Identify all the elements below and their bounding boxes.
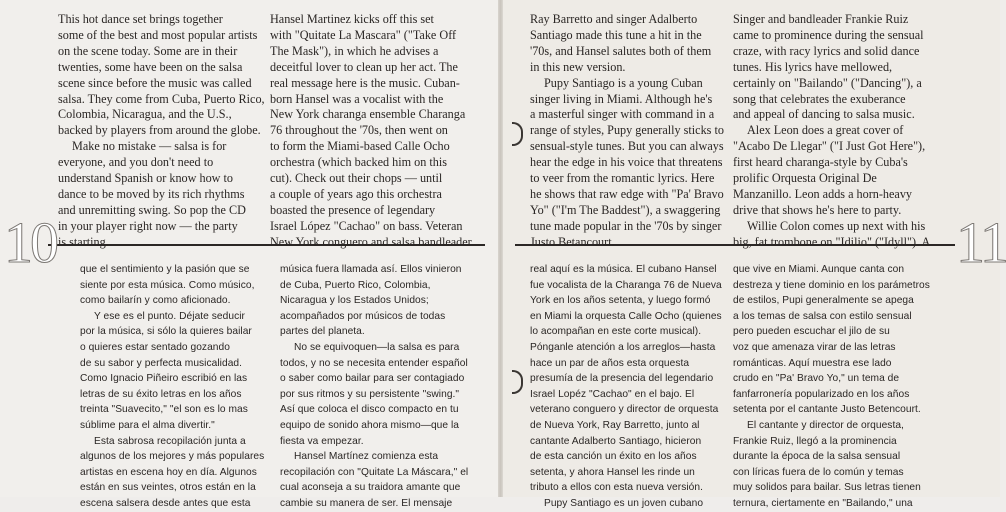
text-line: on the scene today. Some are in their (58, 43, 238, 58)
text-line: Willie Colon comes up next with his (747, 218, 926, 233)
text-line: born Hansel was a vocalist with the (270, 91, 444, 106)
english-column-4 (733, 12, 930, 251)
text-line: '70s, and Hansel salutes both of them (530, 43, 712, 58)
text-line: Colombia, Nicaragua, and the U.S., (58, 107, 232, 122)
english-column-2 (270, 12, 472, 251)
booklet-spine (498, 0, 503, 497)
text-line: de su sabor y perfecta musicalidad. (80, 357, 243, 369)
text-line: deceitful lover to clean up her act. The (270, 59, 458, 74)
text-line: Pupy Santiago is a young Cuban (544, 75, 703, 90)
text-line: scene since before the music was called (58, 75, 252, 90)
text-line: en Miami la orquesta Calle Ocho (quienes (530, 310, 722, 322)
text-line: Pónganle atención a los arreglos—hasta (530, 341, 716, 353)
text-line: salsa. They come from Cuba, Puerto Rico, (58, 91, 265, 106)
text-line: de estilos, Pupi generalmente se apega (733, 295, 914, 307)
text-line: The Mask"), in which he advises a (270, 43, 439, 58)
text-line: presumía de la presencia del legendario (530, 373, 714, 385)
text-line: to veer from the romantic lyrics. Here (530, 171, 715, 186)
text-line: El cantante y director de orquesta, (747, 419, 904, 431)
text-line: with "Quitate La Mascara" ("Take Off (270, 27, 457, 42)
text-line: que vive en Miami. Aunque canta con (733, 264, 905, 275)
text-line: Así que coloca el disco compacto en tu (280, 404, 459, 416)
text-line: understand Spanish or know how to (58, 171, 234, 186)
text-line: tune made popular in the '70s by singer (530, 218, 722, 233)
text-line: a los temas de salsa con estilo sensual (733, 310, 912, 322)
text-line: Y ese es el punto. Déjate seducir (94, 310, 245, 322)
text-line: románticas. Aquí muestra ese lado (733, 357, 892, 369)
text-line: recopilación con "Quitate La Máscara," el (280, 466, 469, 478)
text-line: real aquí es la música. El cubano Hansel (530, 264, 717, 275)
text-line: treinta "Suavecito," "el son es lo mas (80, 404, 248, 416)
text-line: hace un par de años esta orquesta (530, 357, 690, 369)
text-line: acompañados por músicos de todas (280, 310, 446, 322)
text-line: Justo Betancourt. (530, 234, 615, 249)
text-line: Como Ignacio Piñeiro escribió en las (80, 373, 248, 385)
text-line: and unremitting swing. So pop the CD (58, 202, 246, 217)
text-line: Nicaragua y los Estados Unidos; (280, 295, 429, 307)
text-line: a couple of years ago this orchestra (270, 186, 442, 201)
text-line: Make no mistake — salsa is for (72, 139, 227, 154)
text-line: a masterful singer with command in a (530, 107, 715, 122)
text-line: tunes. His lyrics have mellowed, (733, 59, 893, 74)
text-line: backed by players from around the globe. (58, 123, 261, 138)
text-line: This hot dance set brings together (58, 12, 223, 26)
text-line: Hansel Martínez comienza esta (294, 451, 439, 463)
english-column-3 (530, 12, 724, 251)
text-line: New York conguero and salsa bandleader (270, 234, 472, 249)
text-line: everyone, and you don't need to (58, 155, 214, 170)
text-line: por la música, si sólo la quieres bailar (80, 326, 252, 338)
text-line: fue vocalista de la Charanga 76 de Nueva (530, 279, 722, 291)
text-line: Manzanillo. Leon adds a horn-heavy (733, 186, 913, 201)
text-line: in this new version. (530, 59, 626, 74)
text-line: de Cuba, Puerto Rico, Colombia, (280, 279, 431, 291)
text-line: Israel López "Cachao" on bass. Veteran (270, 218, 463, 233)
text-line: cual aconseja a su traidora amante que (280, 482, 461, 494)
spanish-column-4 (733, 262, 930, 512)
text-line: Pupy Santiago es un joven cubano (544, 497, 704, 509)
text-line: fanfarronería popularizado en los años (733, 388, 910, 400)
text-line: setenta, y ahora Hansel les rinde un (530, 466, 695, 478)
text-line: is starting. (58, 234, 109, 249)
text-line: boasted the presence of legendary (270, 202, 436, 217)
spanish-column-2 (280, 262, 468, 512)
text-line: artistas en escena hoy en día. Algunos (80, 466, 257, 478)
text-line: están en sus veintes, otros están en la (80, 482, 256, 494)
text-line: in your player right now — the party (58, 218, 238, 233)
text-line: dance to be moved by its rich rhythms (58, 186, 245, 201)
text-line: cut). Check out their chops — until (270, 171, 443, 186)
text-line: drive that shows he's here to party. (733, 202, 902, 217)
text-line: hear the edge in his voice that threatens (530, 155, 723, 170)
text-line: big, fat trombone on "Idilio" ("Idyll"). A (733, 234, 931, 249)
text-line: 76 throughout the '70s, then went on (270, 123, 448, 138)
text-line: todos, y no se necesita entender español (280, 357, 468, 369)
text-line: con líricas fuera de lo común y temas (733, 466, 904, 478)
text-line: York en los años setenta, y luego formó (530, 295, 711, 307)
text-line: he shows that raw edge with "Pa' Bravo (530, 186, 724, 201)
text-line: prolific Orquesta Original De (733, 171, 877, 186)
text-line: cambie su manera de ser. El mensaje (280, 497, 453, 509)
text-line: Singer and bandleader Frankie Ruiz (733, 12, 909, 26)
text-line: twenties, some have been on the salsa (58, 59, 243, 74)
text-line: como bailarín y como aficionado. (80, 295, 231, 307)
text-line: música fuera llamada así. Ellos vinieron (280, 264, 462, 275)
text-line: veterano conguero y director de orquesta (530, 404, 719, 416)
text-line: destreza y tiene dominio en los parámetros (733, 279, 930, 291)
text-line: setenta por el cantante Justo Betencourt. (733, 404, 921, 416)
spanish-column-1 (80, 262, 264, 512)
text-line: de esta canción un éxito en los años (530, 451, 697, 463)
text-line: o saber como bailar para ser contagiado (280, 373, 465, 385)
text-line: came to prominence during the sensual (733, 27, 924, 42)
text-line: singer living in Miami. Although he's (530, 91, 713, 106)
text-line: No se equivoquen—la salsa es para (294, 341, 460, 353)
text-line: orchestra (which backed him on this (270, 155, 448, 170)
text-line: durante la época de la salsa sensual (733, 451, 901, 463)
text-line: craze, with racy lyrics and solid dance (733, 43, 920, 58)
text-line: sensual-style tunes. But you can always (530, 139, 724, 154)
text-line: first heard charanga-style by Cuba's (733, 155, 908, 170)
english-column-1 (58, 12, 265, 251)
text-line: ternura, ciertamente en "Bailando," una (733, 497, 913, 509)
text-line: letras de su éxito letras en los años (80, 388, 242, 400)
text-line: Israel Lopéz "Cachao" en el bajo. El (530, 388, 695, 400)
text-line: pero pueden escuchar el jilo de su (733, 326, 890, 338)
text-line: siente por esta música. Como músico, (80, 279, 255, 291)
text-line: to form the Miami-based Calle Ocho (270, 139, 450, 154)
text-line: por sus ritmos y su persistente "swing." (280, 388, 460, 400)
text-line: súblime para el alma divertir." (80, 419, 215, 431)
text-line: crudo en "Pa' Bravo Yo," un tema de (733, 373, 900, 385)
text-line: partes del planeta. (280, 326, 365, 338)
text-line: real message here is the music. Cuban- (270, 75, 460, 90)
text-line: Esta sabrosa recopilación junta a (94, 435, 246, 447)
text-line: Alex Leon does a great cover of (747, 123, 904, 138)
text-line: song that celebrates the exuberance (733, 91, 906, 106)
text-line: voz que amenaza virar de las letras (733, 341, 896, 353)
text-line: o quieres estar sentado gozando (80, 341, 230, 353)
page-number-left: 10 (4, 210, 56, 275)
text-line: Yo" ("I'm The Baddest"), a swaggering (530, 202, 721, 217)
text-line: de Nueva York, Ray Barretto, junto al (530, 419, 700, 431)
text-line: fiesta va empezar. (280, 435, 364, 447)
text-line: que el sentimiento y la pasión que se (80, 264, 250, 275)
text-line: cantante Adalberto Santiago, hicieron (530, 435, 702, 447)
text-line: Frankie Ruiz, llegó a la prominencia (733, 435, 897, 447)
text-line: "Acabo De Llegar" ("I Just Got Here"), (733, 139, 926, 154)
spanish-column-3 (530, 262, 722, 512)
text-line: range of styles, Pupy generally sticks to (530, 123, 724, 138)
text-line: tributo a ellos con esta nueva versión. (530, 482, 703, 494)
text-line: equipo de sonido ahora mismo—que la (280, 419, 460, 431)
text-line: and appeal of dancing to salsa music. (733, 107, 915, 122)
text-line: escena salsera desde antes que esta (80, 497, 251, 509)
text-line: Santiago made this tune a hit in the (530, 27, 702, 42)
page-number-right: 11 (956, 210, 1006, 275)
text-line: certainly on "Bailando" ("Dancing"), a (733, 75, 922, 90)
text-line: New York charanga ensemble Charanga (270, 107, 466, 122)
text-line: algunos de los mejores y más populares (80, 451, 265, 463)
text-line: lo acompañan en este corte musical). (530, 326, 702, 338)
text-line: Ray Barretto and singer Adalberto (530, 12, 698, 26)
text-line: some of the best and most popular artists (58, 27, 258, 42)
text-line: muy solidos para bailar. Sus letras tienen (733, 482, 921, 494)
text-line: Hansel Martinez kicks off this set (270, 12, 434, 26)
